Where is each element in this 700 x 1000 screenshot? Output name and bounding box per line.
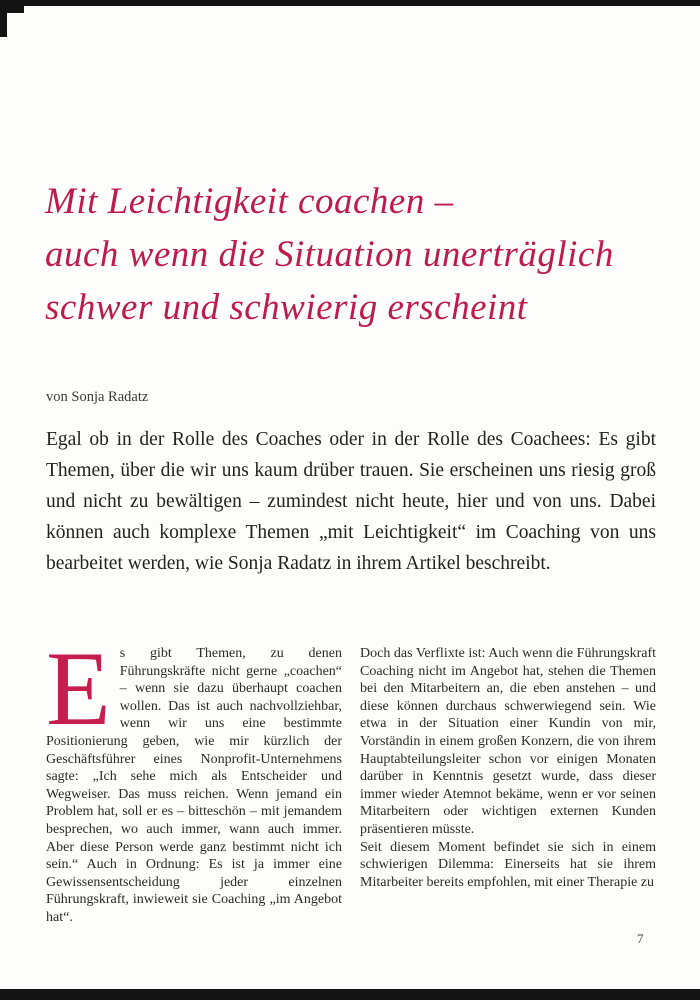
scan-corner-strip: [0, 0, 7, 37]
right-column-paragraph-1: Doch das Verflixte ist: Auch wenn die Führungskraft Coaching nicht im Angebot hat, stehen die Themen bei den Mitarbeitern an, die eben anstehen – und diese können durchaus schwerwiegend sein. Wie etwa in der Situation einer Kundin von mir, Vorständin in einem großen Konzern, die von ihrem Hauptabteilungsleiter schon vor einigen Monaten darüber in Kenntnis gesetzt wurde, dass dieser immer wieder Atemnot bekäme, wenn er vor seinen Mitarbeitern oder wichtigen externen Kunden präsentieren müsste.: [360, 646, 656, 837]
scan-bottom-bar: [0, 989, 700, 1000]
right-column-paragraph-2: Seit diesem Moment befindet sie sich in einem schwierigen Dilemma: Einerseits hat sie ihrem Mitarbeiter bereits empfohlen, mit einer Therapie zu: [360, 839, 656, 890]
article-title-line-1: Mit Leichtigkeit coachen –: [45, 180, 454, 222]
article-title-line-3: schwer und schwierig erscheint: [45, 286, 528, 328]
page-number: 7: [637, 931, 644, 946]
dropcap-letter: E: [46, 630, 111, 747]
left-column-paragraph: [46, 630, 342, 927]
article-title: [45, 175, 670, 334]
author-byline: von Sonja Radatz: [46, 389, 149, 405]
left-column-text: s gibt Themen, zu denen Führungskräfte nicht gerne „coachen“ – wenn sie dazu überhaupt coachen wollen. Das ist auch nachvollziehbar, wenn wir uns eine bestimmte Positionierung geben, wie mir kürzlich der Geschäftsführer eines Nonprofit-Unternehmens sagte: „Ich sehe mich als Entscheider und Wegweiser. Das muss reichen. Wenn jemand ein Problem hat, soll er es – bitteschön – mit jemandem besprechen, wo auch immer, wann auch immer. Aber diese Person werde ganz bestimmt nicht ich sein.“ Auch in Ordnung: Es ist ja immer eine Gewissensentscheidung jeder einzelnen Führungskraft, inwieweit sie Coaching „im Angebot hat“.: [46, 646, 342, 925]
left-column: [46, 630, 342, 927]
body-columns: [46, 630, 656, 927]
right-column: [360, 645, 656, 927]
scan-top-bar: [0, 0, 700, 6]
intro-paragraph: Egal ob in der Rolle des Coaches oder in der Rolle des Coachees: Es gibt Themen, über die wir uns kaum drüber trauen. Sie erscheinen uns riesig groß und nicht zu bewältigen – zumindest nicht heute, hier und von uns. Dabei können auch komplexe Themen „mit Leichtigkeit“ im Coaching von uns bearbeitet werden, wie Sonja Radatz in ihrem Artikel beschreibt.: [46, 429, 656, 574]
article-title-line-2: auch wenn die Situation unerträglich: [45, 233, 614, 275]
